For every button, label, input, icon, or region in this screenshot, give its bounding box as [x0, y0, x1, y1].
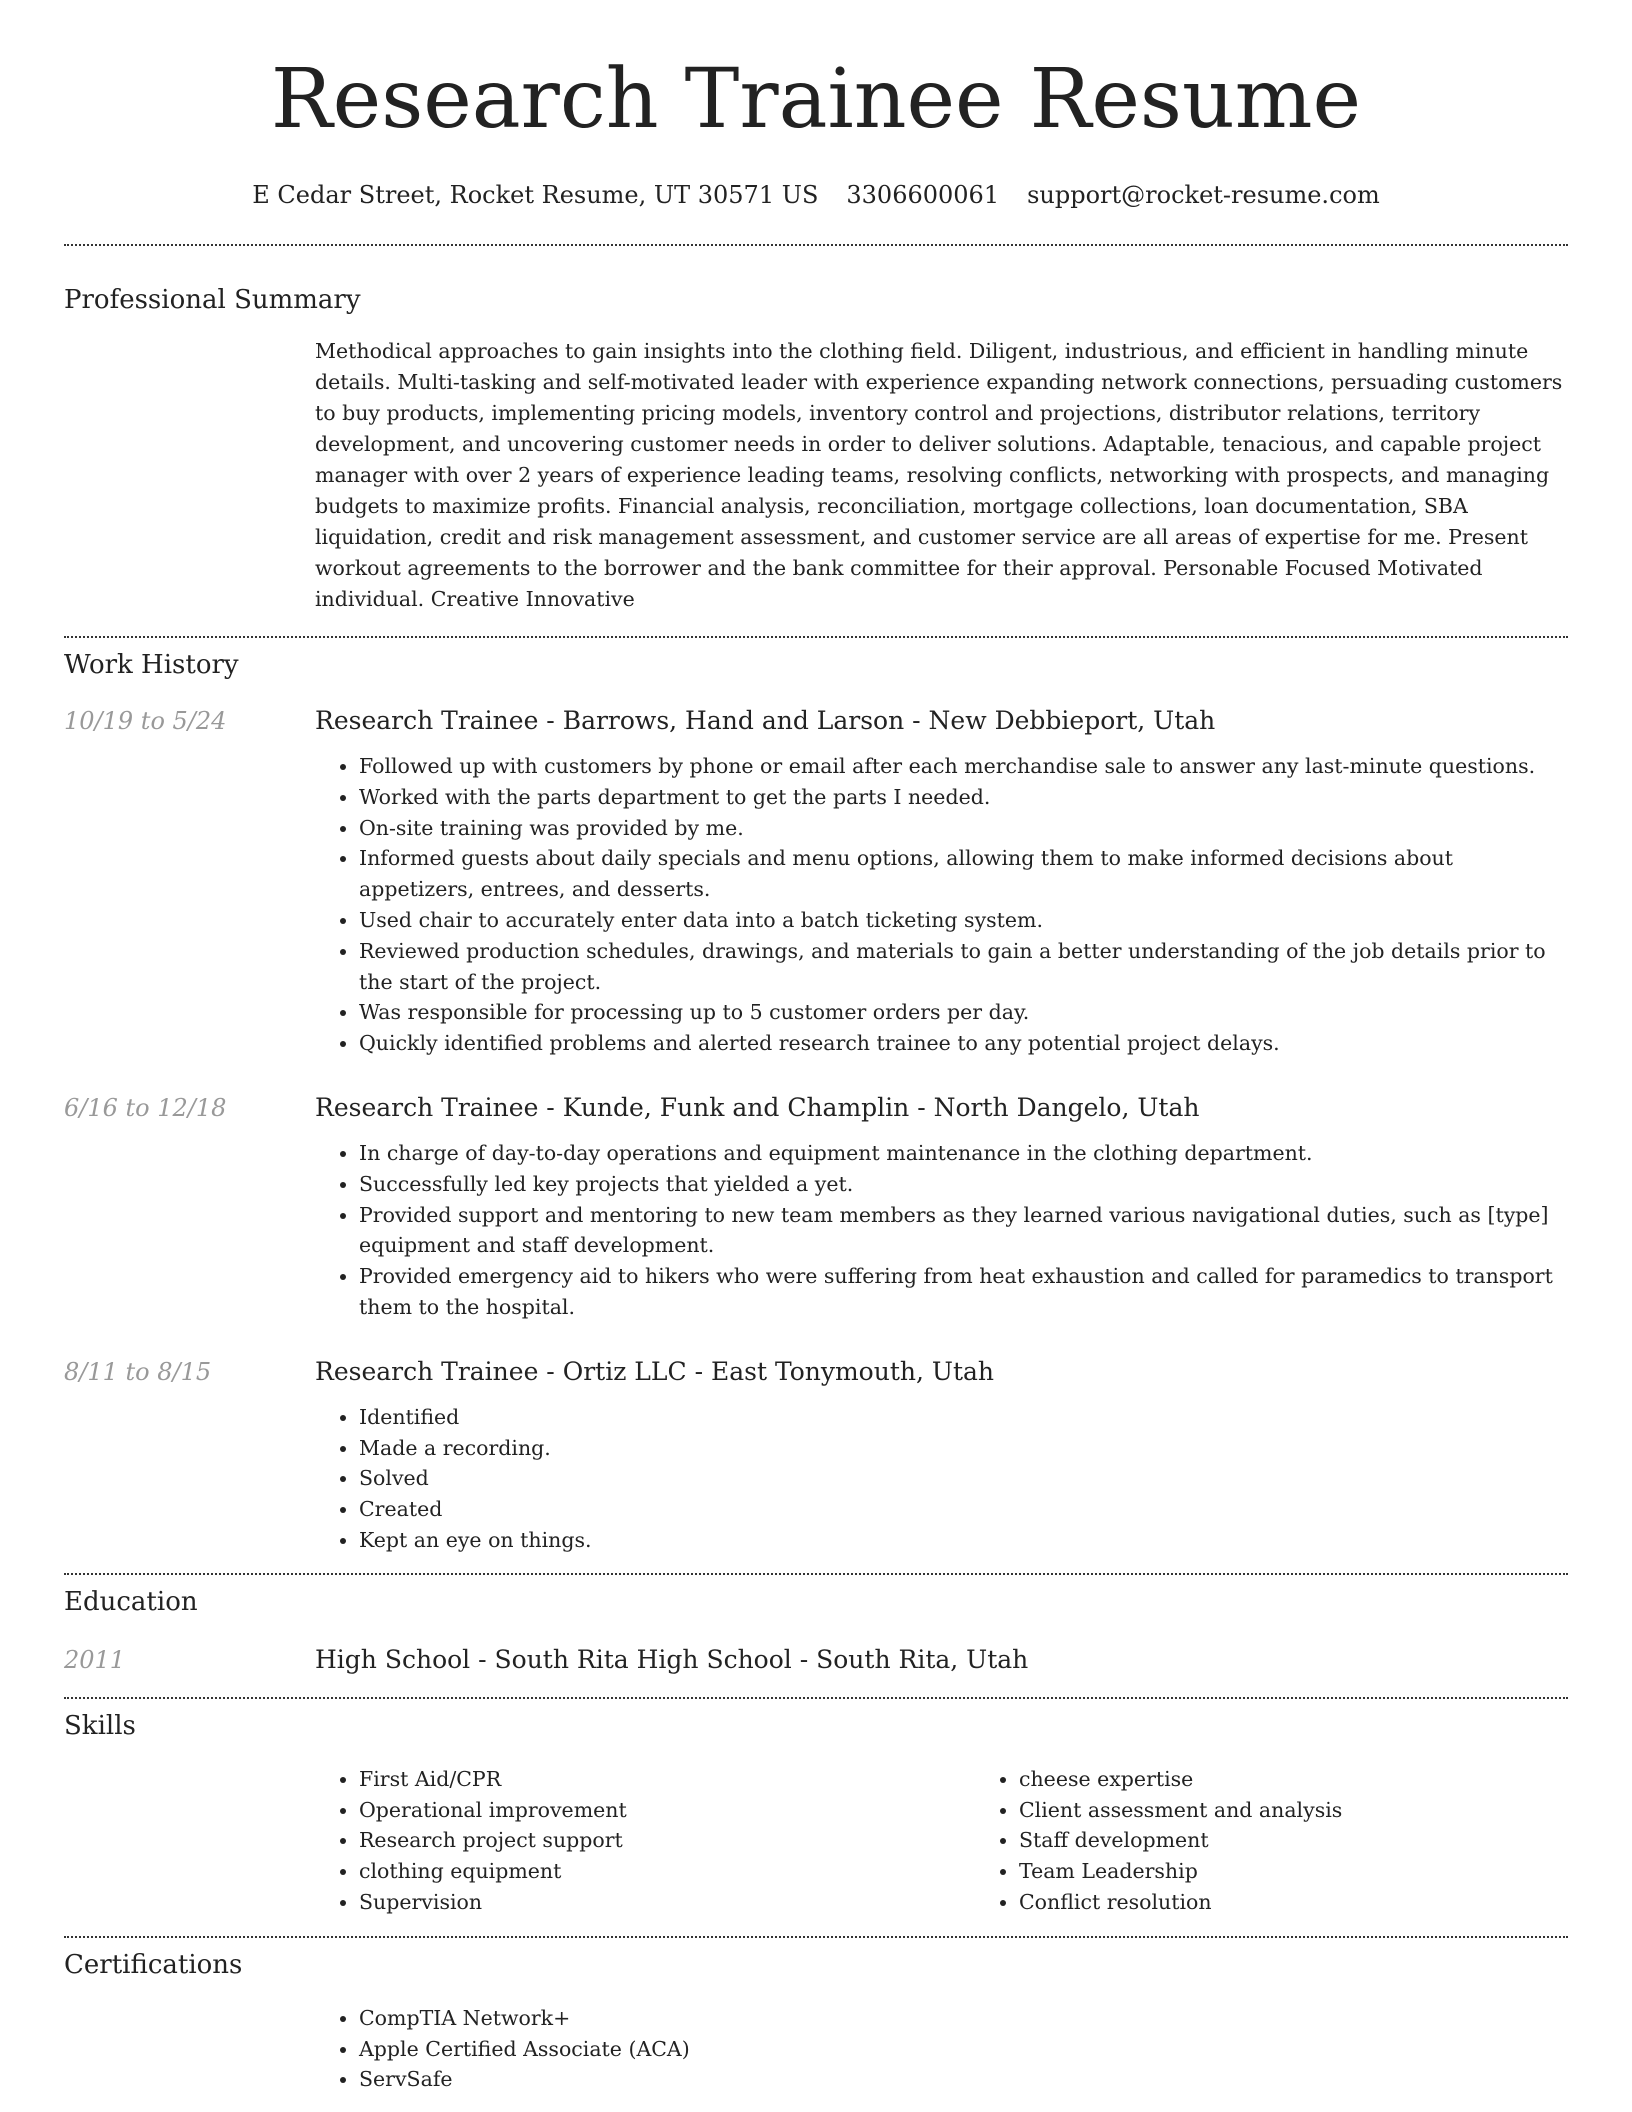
- job-entry: [64, 1356, 1568, 1556]
- certifications-date-spacer: [64, 2003, 315, 2095]
- work-history-heading: Work History: [64, 650, 239, 680]
- contact-address: E Cedar Street, Rocket Resume, UT 30571 US: [252, 181, 819, 209]
- list-item: • Quickly identified problems and alerted research trainee to any potential project delays.: [359, 1028, 1568, 1059]
- list-item: • Operational improvement: [359, 1795, 975, 1826]
- resume-page: [64, 0, 1568, 2095]
- skills-section: [64, 1699, 1568, 1918]
- job-title: Research Trainee - Ortiz LLC - East Tonymouth, Utah: [315, 1356, 994, 1386]
- list-item: • Client assessment and analysis: [1019, 1795, 1568, 1826]
- list-item: • Solved: [359, 1463, 1568, 1494]
- contact-email[interactable]: support@rocket-resume.com: [1027, 181, 1380, 209]
- contact-phone: 3306600061: [846, 181, 1000, 209]
- resume-header: [64, 0, 1568, 210]
- skills-date-spacer: [64, 1764, 315, 1918]
- list-item: • On-site training was provided by me.: [359, 813, 1568, 844]
- list-item: • Staff development: [1019, 1825, 1568, 1856]
- job-bullets: [315, 751, 1568, 1059]
- list-item: • Provided emergency aid to hikers who were suffering from heat exhaustion and called for paramedics to transport them to the hospital.: [359, 1261, 1568, 1323]
- skills-list-right: [975, 1764, 1568, 1918]
- list-item: • Successfully led key projects that yielded a yet.: [359, 1169, 1568, 1200]
- job-entry: [64, 1092, 1568, 1323]
- contact-line: [64, 180, 1568, 210]
- education-heading: Education: [64, 1586, 198, 1617]
- list-item: • Reviewed production schedules, drawings, and materials to gain a better understanding of the job details prior to the start of the project.: [359, 936, 1568, 998]
- list-item: • In charge of day-to-day operations and equipment maintenance in the clothing department.: [359, 1138, 1568, 1169]
- summary-date-spacer: [64, 336, 315, 615]
- job-list: [64, 705, 1568, 1556]
- list-item: • Informed guests about daily specials and menu options, allowing them to make informed decisions about appetizers, entrees, and desserts.: [359, 843, 1568, 905]
- education-dates: 2011: [64, 1645, 126, 1674]
- list-item: • Worked with the parts department to get the parts I needed.: [359, 782, 1568, 813]
- work-history-section: [64, 638, 1568, 1556]
- certifications-section: [64, 1938, 1568, 2095]
- job-title: Research Trainee - Kunde, Funk and Champlin - North Dangelo, Utah: [315, 1092, 1200, 1122]
- skills-list-left: [315, 1764, 975, 1918]
- list-item: • Conflict resolution: [1019, 1887, 1568, 1918]
- education-title: High School - South Rita High School - South Rita, Utah: [315, 1644, 1029, 1674]
- certifications-list: [315, 2003, 1568, 2095]
- list-item: • CompTIA Network+: [359, 2003, 1568, 2034]
- list-item: • Followed up with customers by phone or email after each merchandise sale to answer any last-minute questions.: [359, 751, 1568, 782]
- list-item: • cheese expertise: [1019, 1764, 1568, 1795]
- list-item: • Kept an eye on things.: [359, 1525, 1568, 1556]
- list-item: • ServSafe: [359, 2064, 1568, 2095]
- skills-heading: Skills: [64, 1710, 136, 1741]
- certifications-heading: Certifications: [64, 1949, 243, 1980]
- list-item: • Was responsible for processing up to 5 customer orders per day.: [359, 997, 1568, 1028]
- job-title: Research Trainee - Barrows, Hand and Larson - New Debbieport, Utah: [315, 706, 1216, 735]
- job-bullets: [315, 1402, 1568, 1556]
- job-bullets: [315, 1138, 1568, 1323]
- list-item: • First Aid/CPR: [359, 1764, 975, 1795]
- list-item: • Supervision: [359, 1887, 975, 1918]
- list-item: • Identified: [359, 1402, 1568, 1433]
- skills-grid: [315, 1764, 1568, 1918]
- list-item: • Made a recording.: [359, 1433, 1568, 1464]
- summary-section: [64, 246, 1568, 615]
- job-dates: 6/16 to 12/18: [64, 1093, 227, 1122]
- job-dates: 8/11 to 8/15: [64, 1357, 212, 1386]
- list-item: • Provided support and mentoring to new team members as they learned various navigational duties, such as [type] equipment and staff development.: [359, 1200, 1568, 1262]
- list-item: • Research project support: [359, 1825, 975, 1856]
- list-item: • Team Leadership: [1019, 1856, 1568, 1887]
- education-entry: [64, 1644, 1568, 1676]
- list-item: • Used chair to accurately enter data into a batch ticketing system.: [359, 905, 1568, 936]
- list-item: • Created: [359, 1494, 1568, 1525]
- job-dates: 10/19 to 5/24: [64, 707, 227, 735]
- summary-heading: Professional Summary: [64, 285, 361, 315]
- resume-name: Research Trainee Resume: [270, 52, 1362, 147]
- summary-text: Methodical approaches to gain insights into the clothing field. Diligent, industrious, and efficient in handling minute details. Multi-tasking and self-motivated leader with experience expanding network connections, persuading customers to buy products, implementing pricing models, inventory control and projections, distributor relations, territory development, and uncovering customer needs in order to deliver solutions. Adaptable, tenacious, and capable project manager with over 2 years of experience leading teams, resolving conflicts, networking with prospects, and managing budgets to maximize profits. Financial analysis, reconciliation, mortgage collections, loan documentation, SBA liquidation, credit and risk management assessment, and customer service are all areas of expertise for me. Present workout agreements to the borrower and the bank committee for their approval. Personable Focused Motivated individual. Creative Innovative: [315, 339, 1563, 611]
- list-item: • clothing equipment: [359, 1856, 975, 1887]
- education-section: [64, 1575, 1568, 1676]
- job-entry: [64, 705, 1568, 1059]
- list-item: • Apple Certified Associate (ACA): [359, 2034, 1568, 2065]
